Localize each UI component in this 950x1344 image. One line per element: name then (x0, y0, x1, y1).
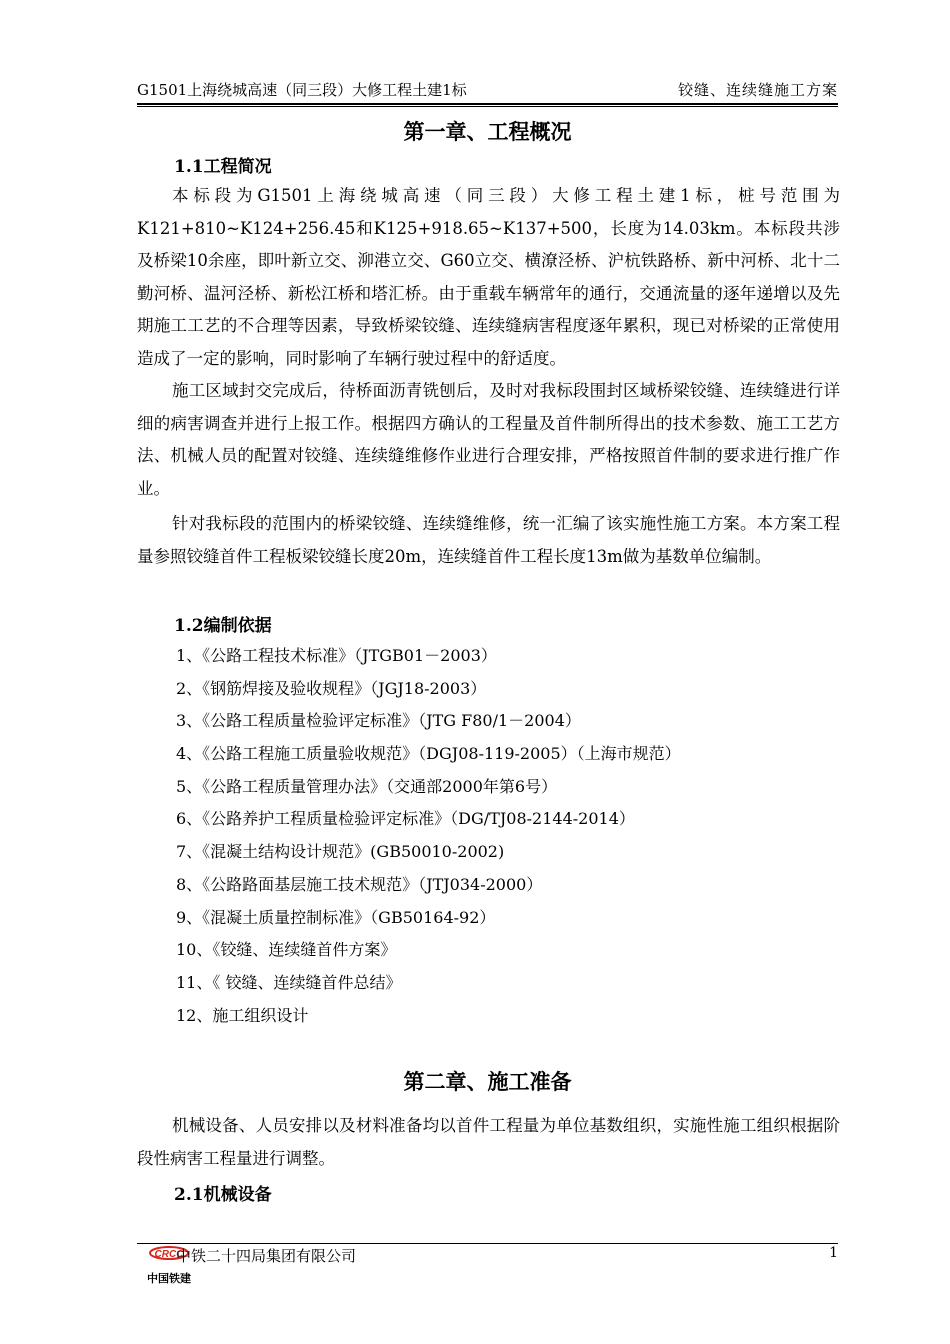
reference-item: 9、《混凝土质量控制标准》（GB50164-92） (176, 907, 496, 927)
reference-item: 12、施工组织设计 (176, 1005, 309, 1025)
logo-caption: 中国铁建 (147, 1272, 191, 1285)
reference-item: 7、《混凝土结构设计规范》(GB50010-2002) (176, 842, 505, 862)
reference-item: 5、《公路工程质量管理办法》（交通部2000年第6号） (176, 776, 558, 796)
page-number: 1 (829, 1245, 838, 1261)
paragraph-1-1-a: 本标段为G1501上海绕城高速（同三段）大修工程土建1标，桩号范围为K121+810~K124+256.45和K125+918.65~K137+500，长度为14.03km。本标段共涉及桥梁10余座，即叶新立交、泖港立交、G60立交、横潦泾桥、沪杭铁路桥、新中河桥、北十二勤河桥、温河泾桥、新松江桥和塔汇桥。由于重载车辆常年的通行，交通流量的逐年递增以及先期施工工艺的不合理等因素，导致桥梁铰缝、连续缝病害程度逐年累积，现已对桥梁的正常使用造成了一定的影响，同时影响了车辆行驶过程中的舒适度。 (137, 186, 840, 368)
footer-rule (137, 1243, 838, 1244)
header-document-title: 铰缝、连续缝施工方案 (677, 81, 838, 99)
section-1-1-title: 1.1工程简况 (174, 157, 272, 177)
reference-item: 3、《公路工程质量检验评定标准》（JTG F80/1－2004） (176, 711, 581, 731)
header-rule (137, 103, 838, 105)
logo-mark-text: CRCC (154, 1249, 184, 1260)
header-project-title: G1501上海绕城高速（同三段）大修工程土建1标 (137, 81, 467, 99)
reference-item: 6、《公路养护工程质量检验评定标准》（DG/TJ08-2144-2014） (176, 809, 635, 829)
reference-list (176, 640, 681, 1032)
reference-item: 4、《公路工程施工质量验收规范》（DGJ08-119-2005）（上海市规范） (176, 744, 681, 764)
reference-item: 2、《钢筋焊接及验收规程》（JGJ18-2003） (176, 678, 487, 698)
footer-company: 中铁二十四局集团有限公司 (176, 1247, 357, 1265)
chapter1-title: 第一章、工程概况 (403, 119, 572, 144)
page-header (137, 78, 838, 100)
section-2-1-title: 2.1机械设备 (174, 1185, 272, 1205)
paragraph-1-1-c: 针对我标段的范围内的桥梁铰缝、连续缝维修，统一汇编了该实施性施工方案。本方案工程量参照铰缝首件工程板梁铰缝长度20m，连续缝首件工程长度13m做为基数单位编制。 (137, 514, 840, 566)
paragraph-2-intro: 机械设备、人员安排以及材料准备均以首件工程量为单位基数组织，实施性施工组织根据阶段性病害工程量进行调整。 (137, 1116, 840, 1168)
reference-item: 10、《铰缝、连续缝首件方案》 (176, 940, 397, 960)
chapter2-title: 第二章、施工准备 (403, 1069, 572, 1094)
reference-item: 11、《 铰缝、连续缝首件总结》 (176, 972, 402, 992)
reference-item: 8、《公路路面基层施工技术规范》（JTJ034-2000） (176, 874, 543, 894)
reference-item: 1、《公路工程技术标准》（JTGB01－2003） (176, 646, 497, 665)
section-1-2-title: 1.2编制依据 (174, 616, 272, 636)
paragraph-1-1-b: 施工区域封交完成后，待桥面沥青铣刨后，及时对我标段围封区域桥梁铰缝、连续缝进行详细的病害调查并进行上报工作。根据四方确认的工程量及首件制所得出的技术参数、施工工艺方法、机械人员的配置对铰缝、连续缝维修作业进行合理安排，严格按照首件制的要求进行推广作业。 (137, 381, 840, 498)
header-rule-thin (137, 106, 838, 107)
